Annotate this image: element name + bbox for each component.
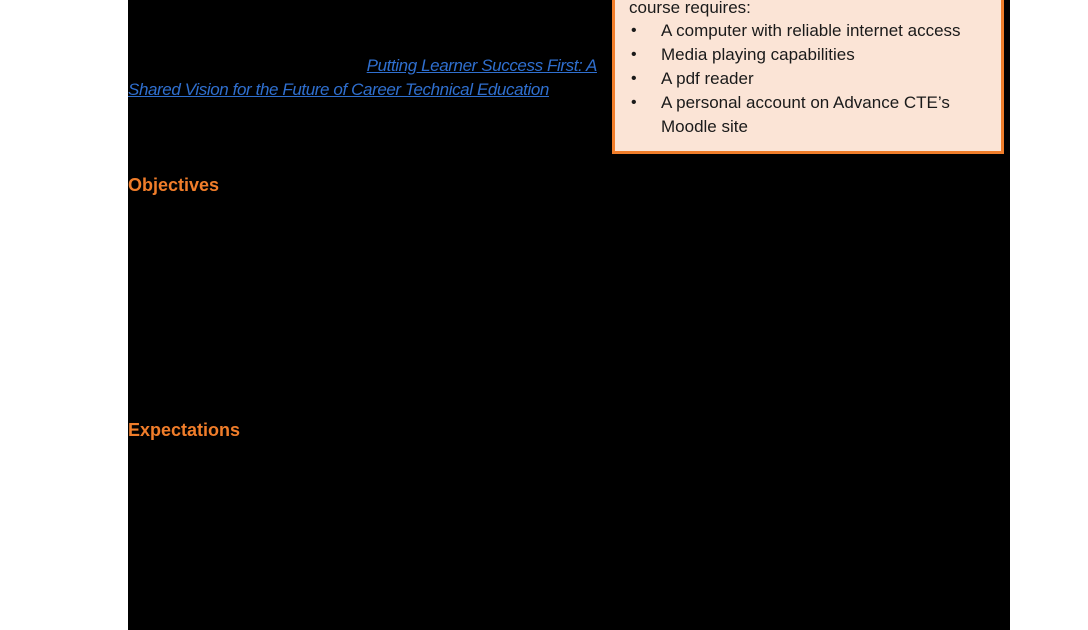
- requirements-list: [629, 19, 1001, 139]
- list-item: [629, 19, 991, 43]
- bullet-icon: •: [631, 94, 637, 111]
- bullet-icon: •: [631, 46, 637, 63]
- bullet-icon: •: [631, 22, 637, 39]
- requirements-box: [612, 0, 1004, 154]
- vision-link-line-1[interactable]: Putting Learner Success First: A: [366, 56, 597, 75]
- requirement-text: A pdf reader: [661, 69, 754, 88]
- list-item: [629, 91, 991, 139]
- expectations-heading: Expectations: [128, 420, 241, 440]
- bullet-icon: •: [631, 70, 637, 87]
- requirement-text: Media playing capabilities: [661, 45, 855, 64]
- requirement-text: A personal account on Advance CTE’s Moodle site: [661, 93, 950, 136]
- list-item: [629, 43, 991, 67]
- requirements-intro: course requires:: [629, 0, 751, 17]
- objectives-heading: Objectives: [128, 175, 220, 195]
- requirement-text: A computer with reliable internet access: [661, 21, 961, 40]
- vision-link-line-2[interactable]: Shared Vision for the Future of Career Technical Education: [128, 80, 549, 99]
- document-page: [128, 0, 1010, 630]
- list-item: [629, 67, 991, 91]
